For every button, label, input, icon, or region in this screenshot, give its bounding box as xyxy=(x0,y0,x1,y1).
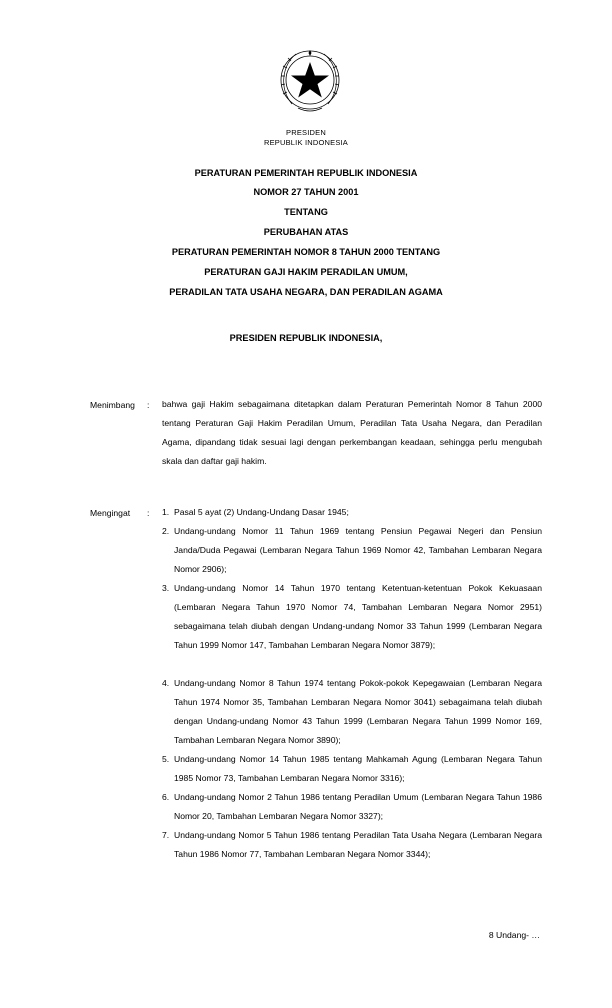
list-item-number: 5. xyxy=(162,754,170,764)
list-item-text: Undang-undang Nomor 14 Tahun 1970 tentang Ketentuan-ketentuan Pokok Kekuasaan (Lembaran Negara Tahun 1970 Nomor 74, Tambahan Lembaran Negara Nomor 2951) sebagaimana telah diubah dengan Undang-undang Nomor 33 Tahun 1999 (Lembaran Negara Tahun 1999 Nomor 147, Tambahan Lembaran Negara Nomor 3879); xyxy=(174,583,542,650)
menimbang-colon: : xyxy=(147,400,150,410)
list-item-number: 4. xyxy=(162,678,170,688)
menimbang-label: Menimbang xyxy=(90,400,135,410)
mengingat-colon: : xyxy=(147,508,150,518)
page-continuation: 8 Undang- … xyxy=(488,930,540,940)
title-line: PERATURAN PEMERINTAH REPUBLIK INDONESIA xyxy=(194,168,418,178)
title-line: PERADILAN TATA USAHA NEGARA, DAN PERADILAN AGAMA xyxy=(169,287,443,297)
menimbang-text: bahwa gaji Hakim sebagaimana ditetapkan dalam Peraturan Pemerintah Nomor 8 Tahun 2000 tentang Peraturan Gaji Hakim Peradilan Umum, Peradilan Tata Usaha Negara, dan Peradilan Agama, dipandang tidak sesuai lagi dengan perkembangan keadaan, sehingga perlu mengubah skala dan daftar gaji hakim. xyxy=(162,399,542,466)
title-line: NOMOR 27 TAHUN 2001 xyxy=(253,187,359,197)
list-item xyxy=(162,674,542,750)
title-line: PERATURAN PEMERINTAH NOMOR 8 TAHUN 2000 TENTANG xyxy=(171,247,441,257)
list-item xyxy=(162,503,542,522)
title-line: TENTANG xyxy=(284,207,328,217)
list-item-number: 3. xyxy=(162,583,170,593)
list-item-number: 1. xyxy=(162,507,170,517)
list-item-text: Undang-undang Nomor 2 Tahun 1986 tentang Peradilan Umum (Lembaran Negara Tahun 1986 Nomor 20, Tambahan Lembaran Negara Nomor 3327); xyxy=(174,792,542,821)
list-item-number: 2. xyxy=(162,526,170,536)
list-item-text: Pasal 5 ayat (2) Undang-Undang Dasar 1945; xyxy=(174,507,349,517)
list-item xyxy=(162,750,542,788)
list-item-text: Undang-undang Nomor 5 Tahun 1986 tentang Peradilan Tata Usaha Negara (Lembaran Negara Tahun 1986 Nomor 77, Tambahan Lembaran Negara Nomor 3344); xyxy=(174,830,542,859)
header-presiden: PRESIDEN xyxy=(286,128,326,137)
header-republik-indonesia: REPUBLIK INDONESIA xyxy=(263,138,349,147)
list-item-text: Undang-undang Nomor 14 Tahun 1985 tentang Mahkamah Agung (Lembaran Negara Tahun 1985 Nomor 73, Tambahan Lembaran Negara Nomor 3316); xyxy=(174,754,542,783)
mengingat-label: Mengingat xyxy=(90,508,131,518)
list-item xyxy=(162,579,542,655)
title-line: PERUBAHAN ATAS xyxy=(263,227,349,237)
list-item-text: Undang-undang Nomor 11 Tahun 1969 tentang Pensiun Pegawai Negeri dan Pensiun Janda/Duda Pegawai (Lembaran Negara Tahun 1969 Nomor 42, Tambahan Lembaran Negara Nomor 2906); xyxy=(174,526,542,574)
list-item-number: 6. xyxy=(162,792,170,802)
list-item-number: 7. xyxy=(162,830,170,840)
president-line: PRESIDEN REPUBLIK INDONESIA, xyxy=(229,333,383,343)
list-item-text: Undang-undang Nomor 8 Tahun 1974 tentang Pokok-pokok Kepegawaian (Lembaran Negara Tahun 1974 Nomor 35, Tambahan Lembaran Negara Nomor 3041) sebagaimana telah diubah dengan Undang-undang Nomor 43 Tahun 1999 (Lembaran Negara Tahun 1999 Nomor 169, Tambahan Lembaran Negara Nomor 3890); xyxy=(174,678,542,745)
list-item xyxy=(162,826,542,864)
list-item xyxy=(162,522,542,579)
title-line: PERATURAN GAJI HAKIM PERADILAN UMUM, xyxy=(204,267,408,277)
garuda-star-emblem-icon xyxy=(270,40,350,124)
list-item xyxy=(162,788,542,826)
